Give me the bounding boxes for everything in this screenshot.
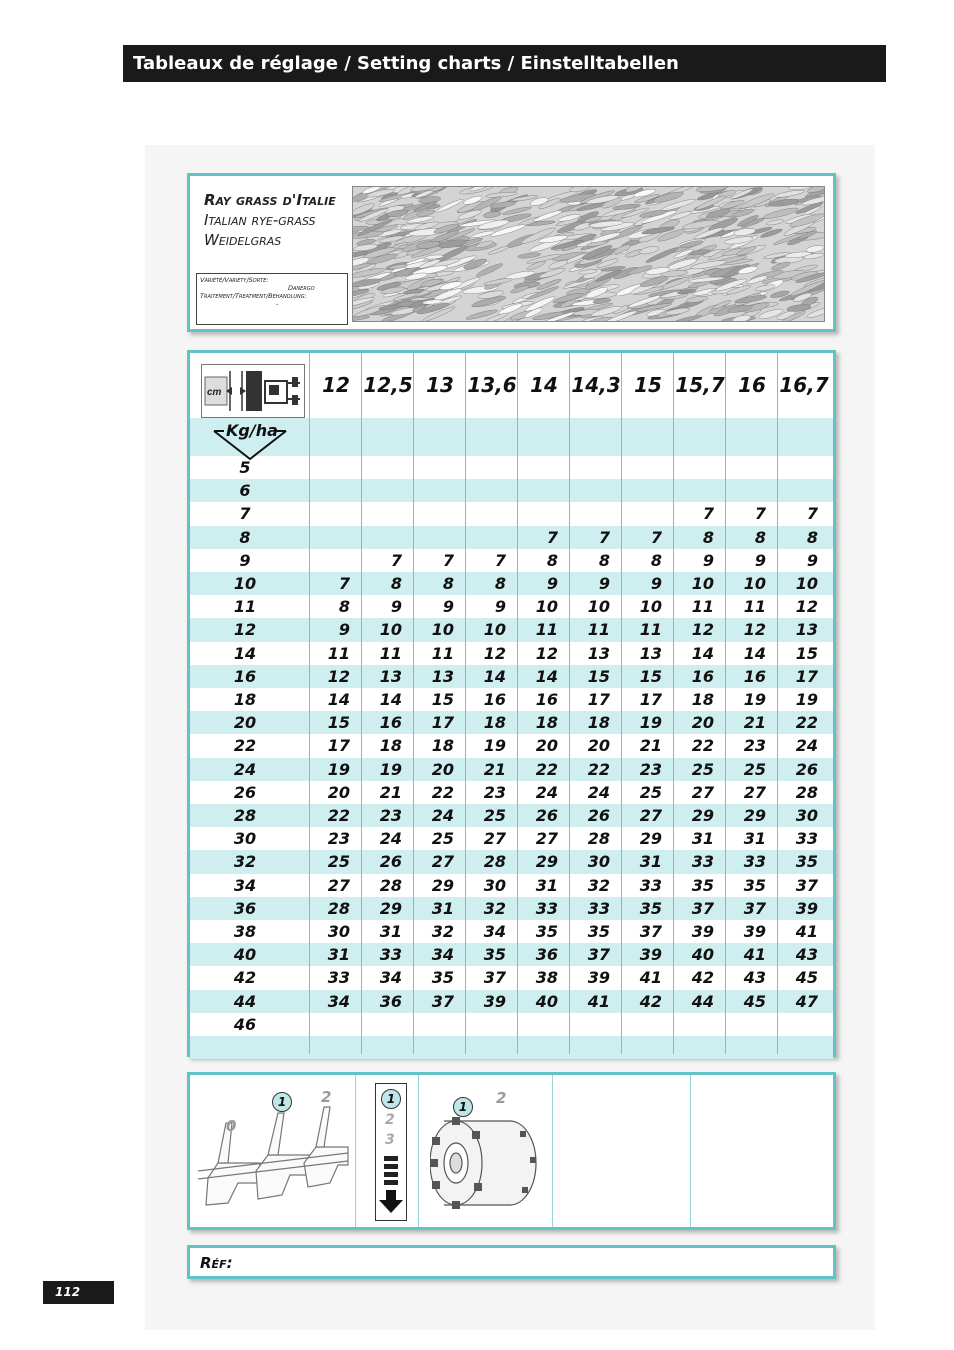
level-bar bbox=[384, 1156, 398, 1161]
table-cell: 29 bbox=[639, 829, 662, 849]
seed-wheel-icon bbox=[430, 1101, 542, 1221]
table-cell: 37 bbox=[691, 898, 714, 918]
table-cell: 35 bbox=[483, 945, 506, 965]
table-cell: 16 bbox=[691, 666, 714, 686]
table-cell: 22 bbox=[691, 736, 714, 756]
row-stripe bbox=[190, 1036, 833, 1059]
table-cell: 15 bbox=[795, 643, 818, 663]
table-cell: 9 bbox=[806, 550, 818, 570]
table-cell: 19 bbox=[639, 713, 662, 733]
table-cell: 16 bbox=[483, 690, 506, 709]
table-cell: 8 bbox=[598, 550, 610, 570]
reference-label: Réf: bbox=[200, 1254, 233, 1272]
table-cell: 7 bbox=[338, 574, 350, 593]
table-cell: 37 bbox=[639, 922, 662, 941]
table-cell: 10 bbox=[483, 620, 506, 640]
table-cell: 9 bbox=[494, 597, 506, 617]
table-cell: 35 bbox=[691, 875, 714, 895]
table-cell: 24 bbox=[587, 782, 610, 802]
table-cell: 21 bbox=[379, 782, 402, 802]
table-cell: 35 bbox=[535, 922, 558, 941]
table-cell: 19 bbox=[795, 690, 818, 709]
table-cell: 11 bbox=[639, 620, 662, 640]
table-cell: 20 bbox=[431, 759, 454, 779]
table-cell: 16 bbox=[535, 690, 558, 709]
table-cell: 32 bbox=[483, 898, 506, 918]
table-cell: 30 bbox=[483, 875, 506, 895]
table-cell: 28 bbox=[327, 898, 350, 918]
table-cell: 27 bbox=[327, 875, 350, 895]
table-cell: 37 bbox=[431, 991, 454, 1011]
table-cell: 11 bbox=[743, 597, 766, 617]
table-cell: 7 bbox=[494, 550, 506, 570]
table-cell: 34 bbox=[483, 922, 506, 941]
table-cell: 16 bbox=[743, 666, 766, 686]
table-cell: 23 bbox=[483, 782, 506, 802]
table-cell: 14 bbox=[483, 666, 506, 686]
table-cell: 33 bbox=[639, 875, 662, 895]
table-cell: 34 bbox=[327, 991, 350, 1011]
column-header: 12 bbox=[322, 373, 350, 397]
table-cell: 21 bbox=[743, 713, 766, 733]
table-cell: 13 bbox=[639, 643, 662, 663]
table-cell: 40 bbox=[535, 991, 558, 1011]
table-cell: 39 bbox=[483, 991, 506, 1011]
rate-label: 22 bbox=[233, 736, 257, 756]
table-cell: 23 bbox=[327, 829, 350, 849]
table-cell: 19 bbox=[743, 690, 766, 709]
table-cell: 19 bbox=[379, 759, 402, 779]
table-cell: 29 bbox=[691, 806, 714, 825]
table-cell: 25 bbox=[431, 829, 454, 849]
column-header: 15,7 bbox=[675, 373, 725, 397]
rate-label: 11 bbox=[233, 597, 257, 617]
setting-chart-table bbox=[187, 350, 836, 1057]
table-cell: 8 bbox=[650, 550, 662, 570]
column-header: 14,3 bbox=[571, 373, 621, 397]
table-cell: 22 bbox=[431, 782, 454, 802]
level-bar bbox=[384, 1164, 398, 1169]
table-cell: 27 bbox=[743, 782, 766, 802]
level-three: 3 bbox=[385, 1132, 395, 1148]
table-cell: 31 bbox=[743, 829, 766, 849]
settings-divider bbox=[418, 1075, 419, 1227]
settings-divider bbox=[690, 1075, 691, 1227]
rate-label: 32 bbox=[233, 852, 257, 872]
rate-label: 14 bbox=[233, 643, 257, 663]
table-cell: 32 bbox=[587, 875, 610, 895]
rate-label: 36 bbox=[233, 898, 257, 918]
table-cell: 18 bbox=[691, 690, 714, 709]
table-cell: 22 bbox=[795, 713, 818, 733]
rate-label: 34 bbox=[233, 875, 257, 895]
table-cell: 7 bbox=[390, 550, 402, 570]
table-cell: 28 bbox=[379, 875, 402, 895]
level-bar bbox=[384, 1180, 398, 1185]
table-cell: 12 bbox=[795, 597, 818, 617]
rate-label: 44 bbox=[233, 991, 257, 1011]
rate-label: 12 bbox=[233, 620, 257, 640]
table-cell: 31 bbox=[431, 898, 454, 918]
table-cell: 23 bbox=[639, 759, 662, 779]
table-cell: 37 bbox=[587, 945, 610, 965]
rate-label: 28 bbox=[233, 806, 257, 825]
table-cell: 17 bbox=[587, 690, 610, 709]
seed-name-en: Italian rye-grass bbox=[204, 211, 316, 229]
table-cell: 14 bbox=[743, 643, 766, 663]
table-cell: 29 bbox=[431, 875, 454, 895]
table-cell: 16 bbox=[379, 713, 402, 733]
column-header: 15 bbox=[634, 373, 662, 397]
table-cell: 31 bbox=[691, 829, 714, 849]
table-cell: 18 bbox=[587, 713, 610, 733]
table-cell: 35 bbox=[639, 898, 662, 918]
table-cell: 27 bbox=[483, 829, 506, 849]
settings-divider bbox=[552, 1075, 553, 1227]
seed-name-de: Weidelgras bbox=[204, 231, 282, 249]
table-cell: 39 bbox=[691, 922, 714, 941]
table-cell: 14 bbox=[379, 690, 402, 709]
table-cell: 24 bbox=[535, 782, 558, 802]
table-cell: 11 bbox=[535, 620, 558, 640]
table-cell: 28 bbox=[587, 829, 610, 849]
column-header: 16 bbox=[738, 373, 766, 397]
table-cell: 12 bbox=[483, 643, 506, 663]
reference-panel bbox=[187, 1245, 836, 1279]
rate-label: 7 bbox=[239, 504, 251, 524]
table-cell: 9 bbox=[754, 550, 766, 570]
table-cell: 8 bbox=[546, 550, 558, 570]
table-cell: 40 bbox=[691, 945, 714, 965]
table-cell: 13 bbox=[379, 666, 402, 686]
table-cell: 8 bbox=[390, 574, 402, 593]
rate-label: 18 bbox=[233, 690, 257, 709]
table-cell: 7 bbox=[650, 527, 662, 547]
table-cell: 26 bbox=[379, 852, 402, 872]
table-cell: 37 bbox=[795, 875, 818, 895]
table-cell: 7 bbox=[598, 527, 610, 547]
lever-label-one: 1 bbox=[272, 1092, 292, 1112]
settings-divider bbox=[355, 1075, 356, 1227]
table-cell: 33 bbox=[691, 852, 714, 872]
table-cell: 10 bbox=[743, 574, 766, 593]
table-cell: 24 bbox=[431, 806, 454, 825]
table-cell: 27 bbox=[639, 806, 662, 825]
table-cell: 15 bbox=[639, 666, 662, 686]
table-cell: 29 bbox=[379, 898, 402, 918]
table-cell: 20 bbox=[327, 782, 350, 802]
table-cell: 12 bbox=[691, 620, 714, 640]
table-cell: 39 bbox=[639, 945, 662, 965]
table-cell: 33 bbox=[587, 898, 610, 918]
wheel-label-one: 1 bbox=[453, 1097, 473, 1117]
table-cell: 15 bbox=[327, 713, 350, 733]
lever-label-two: 2 bbox=[321, 1088, 332, 1106]
table-cell: 9 bbox=[390, 597, 402, 617]
wheel-label-two: 2 bbox=[496, 1089, 507, 1107]
table-cell: 11 bbox=[327, 643, 350, 663]
table-cell: 41 bbox=[639, 968, 662, 988]
table-cell: 13 bbox=[795, 620, 818, 640]
table-cell: 27 bbox=[431, 852, 454, 872]
column-header: 13 bbox=[426, 373, 454, 397]
table-cell: 33 bbox=[379, 945, 402, 965]
table-cell: 47 bbox=[795, 991, 818, 1011]
table-cell: 9 bbox=[650, 574, 662, 593]
table-cell: 35 bbox=[743, 875, 766, 895]
table-cell: 28 bbox=[795, 782, 818, 802]
table-cell: 22 bbox=[587, 759, 610, 779]
table-cell: 9 bbox=[338, 620, 350, 640]
table-cell: 20 bbox=[691, 713, 714, 733]
table-cell: 9 bbox=[546, 574, 558, 593]
unit-label: Kg/ha bbox=[226, 421, 278, 440]
table-cell: 31 bbox=[639, 852, 662, 872]
row-spacing-cm-tractor-icon bbox=[201, 364, 305, 418]
table-cell: 34 bbox=[379, 968, 402, 988]
table-cell: 8 bbox=[494, 574, 506, 593]
table-cell: 10 bbox=[379, 620, 402, 640]
treatment-label: Traitement/Treatment/Behandlung: bbox=[200, 292, 307, 300]
table-cell: 35 bbox=[587, 922, 610, 941]
table-cell: 33 bbox=[327, 968, 350, 988]
column-header: 14 bbox=[530, 373, 558, 397]
table-cell: 12 bbox=[327, 666, 350, 686]
table-cell: 26 bbox=[795, 759, 818, 779]
table-cell: 7 bbox=[754, 504, 766, 524]
table-cell: 43 bbox=[795, 945, 818, 965]
table-cell: 30 bbox=[795, 806, 818, 825]
table-cell: 10 bbox=[587, 597, 610, 617]
table-cell: 7 bbox=[702, 504, 714, 524]
table-cell: 25 bbox=[327, 852, 350, 872]
table-cell: 29 bbox=[743, 806, 766, 825]
table-cell: 45 bbox=[743, 991, 766, 1011]
table-cell: 26 bbox=[535, 806, 558, 825]
page-title: Tableaux de réglage / Setting charts / Einstelltabellen bbox=[123, 45, 886, 82]
table-cell: 19 bbox=[327, 759, 350, 779]
table-cell: 11 bbox=[587, 620, 610, 640]
rate-label: 10 bbox=[233, 574, 257, 593]
table-cell: 19 bbox=[483, 736, 506, 756]
table-cell: 24 bbox=[795, 736, 818, 756]
table-cell: 37 bbox=[743, 898, 766, 918]
seed-name-block bbox=[204, 191, 350, 249]
table-cell: 18 bbox=[535, 713, 558, 733]
table-cell: 13 bbox=[431, 666, 454, 686]
table-cell: 12 bbox=[743, 620, 766, 640]
table-cell: 17 bbox=[639, 690, 662, 709]
table-cell: 8 bbox=[338, 597, 350, 617]
table-cell: 35 bbox=[795, 852, 818, 872]
rate-label: 24 bbox=[233, 759, 257, 779]
lever-label-zero: 0 bbox=[226, 1117, 237, 1135]
table-cell: 27 bbox=[535, 829, 558, 849]
table-cell: 36 bbox=[379, 991, 402, 1011]
rate-label: 9 bbox=[239, 550, 251, 570]
table-cell: 8 bbox=[442, 574, 454, 593]
table-cell: 31 bbox=[535, 875, 558, 895]
table-cell: 8 bbox=[754, 527, 766, 547]
table-cell: 9 bbox=[442, 597, 454, 617]
table-cell: 10 bbox=[639, 597, 662, 617]
rate-label: 46 bbox=[233, 1014, 257, 1034]
page-number: 112 bbox=[43, 1281, 114, 1304]
table-cell: 31 bbox=[327, 945, 350, 965]
table-cell: 30 bbox=[327, 922, 350, 941]
table-cell: 39 bbox=[587, 968, 610, 988]
kg-per-ha-label bbox=[212, 421, 288, 461]
table-cell: 21 bbox=[639, 736, 662, 756]
table-cell: 10 bbox=[691, 574, 714, 593]
table-cell: 20 bbox=[535, 736, 558, 756]
rate-label: 5 bbox=[239, 458, 251, 477]
down-arrow-icon bbox=[378, 1190, 404, 1218]
rate-label: 20 bbox=[233, 713, 257, 733]
table-cell: 18 bbox=[431, 736, 454, 756]
table-cell: 45 bbox=[795, 968, 818, 988]
table-cell: 10 bbox=[795, 574, 818, 593]
table-cell: 23 bbox=[743, 736, 766, 756]
table-cell: 8 bbox=[806, 527, 818, 547]
table-cell: 30 bbox=[587, 852, 610, 872]
table-cell: 14 bbox=[691, 643, 714, 663]
table-cell: 33 bbox=[535, 898, 558, 918]
column-header: 12,5 bbox=[363, 373, 413, 397]
table-cell: 14 bbox=[535, 666, 558, 686]
table-cell: 38 bbox=[535, 968, 558, 988]
table-cell: 39 bbox=[795, 898, 818, 918]
table-cell: 7 bbox=[546, 527, 558, 547]
seed-grain-photo-icon bbox=[352, 186, 825, 322]
table-cell: 44 bbox=[691, 991, 714, 1011]
table-cell: 26 bbox=[587, 806, 610, 825]
svg-text:cm: cm bbox=[207, 387, 222, 398]
table-cell: 18 bbox=[483, 713, 506, 733]
table-cell: 18 bbox=[379, 736, 402, 756]
level-one: 1 bbox=[381, 1089, 401, 1109]
table-cell: 37 bbox=[483, 968, 506, 988]
table-cell: 22 bbox=[327, 806, 350, 825]
table-cell: 36 bbox=[535, 945, 558, 965]
table-cell: 42 bbox=[639, 991, 662, 1011]
table-cell: 24 bbox=[379, 829, 402, 849]
rate-label: 38 bbox=[233, 922, 257, 941]
table-cell: 17 bbox=[795, 666, 818, 686]
rate-label: 30 bbox=[233, 829, 257, 849]
table-cell: 13 bbox=[587, 643, 610, 663]
table-cell: 17 bbox=[431, 713, 454, 733]
table-cell: 29 bbox=[535, 852, 558, 872]
variety-label: Variété/Variety/Sorte: bbox=[200, 276, 269, 284]
table-cell: 32 bbox=[431, 922, 454, 941]
table-cell: 33 bbox=[743, 852, 766, 872]
table-cell: 41 bbox=[743, 945, 766, 965]
rate-label: 8 bbox=[239, 527, 251, 547]
row-stripe bbox=[190, 479, 833, 502]
table-cell: 31 bbox=[379, 922, 402, 941]
table-cell: 27 bbox=[691, 782, 714, 802]
table-cell: 33 bbox=[795, 829, 818, 849]
rate-label: 40 bbox=[233, 945, 257, 965]
seed-name-fr: Ray grass d'Italie bbox=[204, 191, 336, 209]
rate-label: 26 bbox=[233, 782, 257, 802]
column-header: 13,6 bbox=[467, 373, 517, 397]
table-cell: 17 bbox=[327, 736, 350, 756]
level-two: 2 bbox=[385, 1112, 395, 1128]
table-cell: 35 bbox=[431, 968, 454, 988]
level-bar bbox=[384, 1172, 398, 1177]
table-cell: 14 bbox=[327, 690, 350, 709]
table-cell: 41 bbox=[587, 991, 610, 1011]
rate-label: 6 bbox=[239, 481, 251, 501]
table-cell: 9 bbox=[598, 574, 610, 593]
table-cell: 15 bbox=[431, 690, 454, 709]
seed-info-box bbox=[196, 273, 348, 325]
table-cell: 11 bbox=[379, 643, 402, 663]
table-cell: 7 bbox=[806, 504, 818, 524]
rate-label: 16 bbox=[233, 666, 257, 686]
table-cell: 28 bbox=[483, 852, 506, 872]
settings-panel bbox=[187, 1072, 836, 1230]
table-cell: 9 bbox=[702, 550, 714, 570]
column-header: 16,7 bbox=[779, 373, 829, 397]
table-cell: 25 bbox=[691, 759, 714, 779]
rate-label: 42 bbox=[233, 968, 257, 988]
seed-header-panel bbox=[187, 173, 836, 332]
table-cell: 39 bbox=[743, 922, 766, 941]
table-cell: 25 bbox=[743, 759, 766, 779]
table-cell: 34 bbox=[431, 945, 454, 965]
variety-value: Danergo bbox=[288, 284, 315, 292]
table-cell: 20 bbox=[587, 736, 610, 756]
table-cell: 11 bbox=[691, 597, 714, 617]
level-indicator bbox=[375, 1083, 407, 1221]
table-cell: 15 bbox=[587, 666, 610, 686]
table-cell: 41 bbox=[795, 922, 818, 941]
table-cell: 42 bbox=[691, 968, 714, 988]
table-cell: 43 bbox=[743, 968, 766, 988]
table-cell: 21 bbox=[483, 759, 506, 779]
table-cell: 10 bbox=[431, 620, 454, 640]
table-cell: 25 bbox=[483, 806, 506, 825]
table-cell: 25 bbox=[639, 782, 662, 802]
table-cell: 11 bbox=[431, 643, 454, 663]
table-cell: 12 bbox=[535, 643, 558, 663]
treatment-value: - bbox=[276, 300, 279, 308]
table-cell: 23 bbox=[379, 806, 402, 825]
table-cell: 22 bbox=[535, 759, 558, 779]
table-cell: 8 bbox=[702, 527, 714, 547]
table-cell: 10 bbox=[535, 597, 558, 617]
table-cell: 7 bbox=[442, 550, 454, 570]
